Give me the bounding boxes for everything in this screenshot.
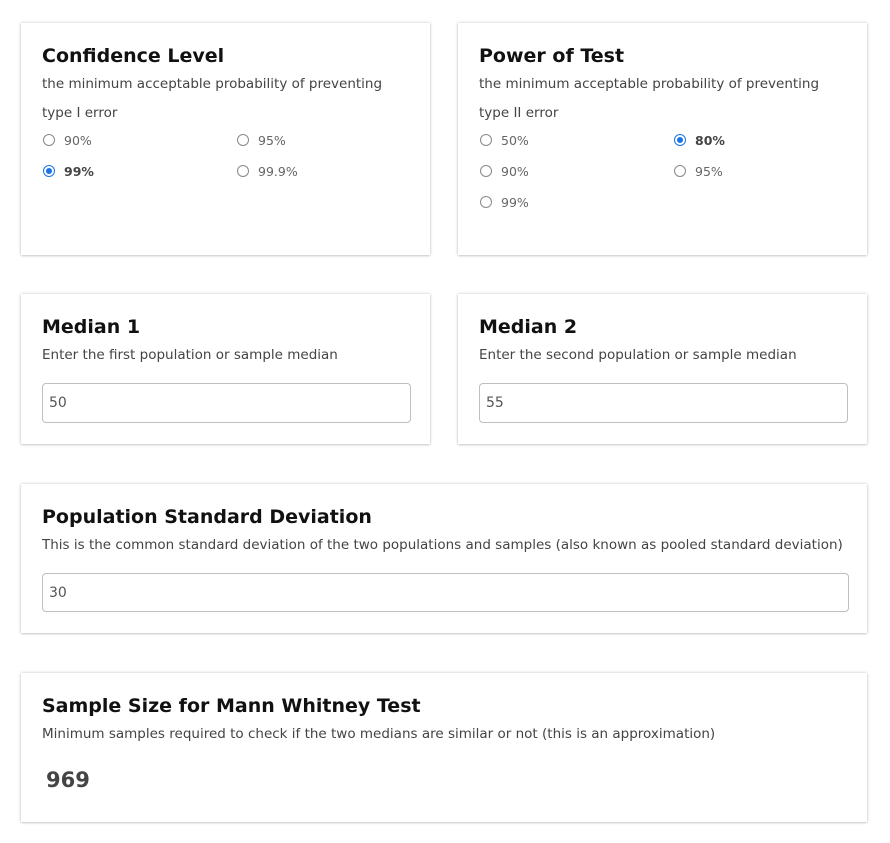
confidence-option-90[interactable]	[43, 131, 92, 149]
radio-button-icon[interactable]	[43, 165, 55, 177]
radio-label: 90%	[64, 132, 92, 148]
confidence-level-description: the minimum acceptable probability of preventing type I error	[42, 76, 383, 121]
radio-label: 95%	[695, 163, 723, 179]
power-option-90[interactable]	[480, 162, 529, 180]
radio-label: 99%	[64, 163, 94, 179]
std-deviation-card	[21, 484, 867, 633]
median-2-title: Median 2	[479, 316, 578, 338]
radio-button-icon[interactable]	[480, 196, 492, 208]
radio-button-icon[interactable]	[43, 134, 55, 146]
median-1-input[interactable]	[42, 383, 411, 423]
radio-label: 80%	[695, 132, 725, 148]
radio-button-icon[interactable]	[674, 134, 686, 146]
sample-size-value: 969	[46, 768, 90, 792]
power-option-99[interactable]	[480, 193, 529, 211]
confidence-level-title: Confidence Level	[42, 45, 225, 67]
radio-button-icon[interactable]	[237, 165, 249, 177]
power-of-test-card	[458, 23, 867, 255]
confidence-option-95[interactable]	[237, 131, 286, 149]
confidence-level-card	[21, 23, 430, 255]
std-deviation-input[interactable]	[42, 573, 849, 612]
power-of-test-title: Power of Test	[479, 45, 625, 67]
std-deviation-title: Population Standard Deviation	[42, 506, 372, 528]
median-1-card	[21, 294, 430, 444]
median-2-input[interactable]	[479, 383, 848, 423]
radio-button-icon[interactable]	[480, 134, 492, 146]
confidence-option-99[interactable]	[43, 162, 94, 180]
radio-label: 95%	[258, 132, 286, 148]
radio-button-icon[interactable]	[237, 134, 249, 146]
radio-label: 99.9%	[258, 163, 298, 179]
sample-size-description: Minimum samples required to check if the two medians are similar or not (this is an approximation)	[42, 726, 716, 742]
power-of-test-description: the minimum acceptable probability of preventing type II error	[479, 76, 820, 121]
median-2-card	[458, 294, 867, 444]
sample-size-result-card	[21, 673, 867, 822]
power-option-50[interactable]	[480, 131, 529, 149]
power-option-80[interactable]	[674, 131, 725, 149]
radio-label: 99%	[501, 194, 529, 210]
radio-label: 90%	[501, 163, 529, 179]
radio-label: 50%	[501, 132, 529, 148]
std-deviation-description: This is the common standard deviation of the two populations and samples (also known as pooled standard deviation)	[42, 537, 843, 553]
median-1-description: Enter the first population or sample median	[42, 347, 338, 363]
confidence-option-99-9[interactable]	[237, 162, 298, 180]
median-1-title: Median 1	[42, 316, 141, 338]
power-option-95[interactable]	[674, 162, 723, 180]
radio-button-icon[interactable]	[674, 165, 686, 177]
median-2-description: Enter the second population or sample median	[479, 347, 797, 363]
sample-size-title: Sample Size for Mann Whitney Test	[42, 695, 421, 717]
radio-button-icon[interactable]	[480, 165, 492, 177]
